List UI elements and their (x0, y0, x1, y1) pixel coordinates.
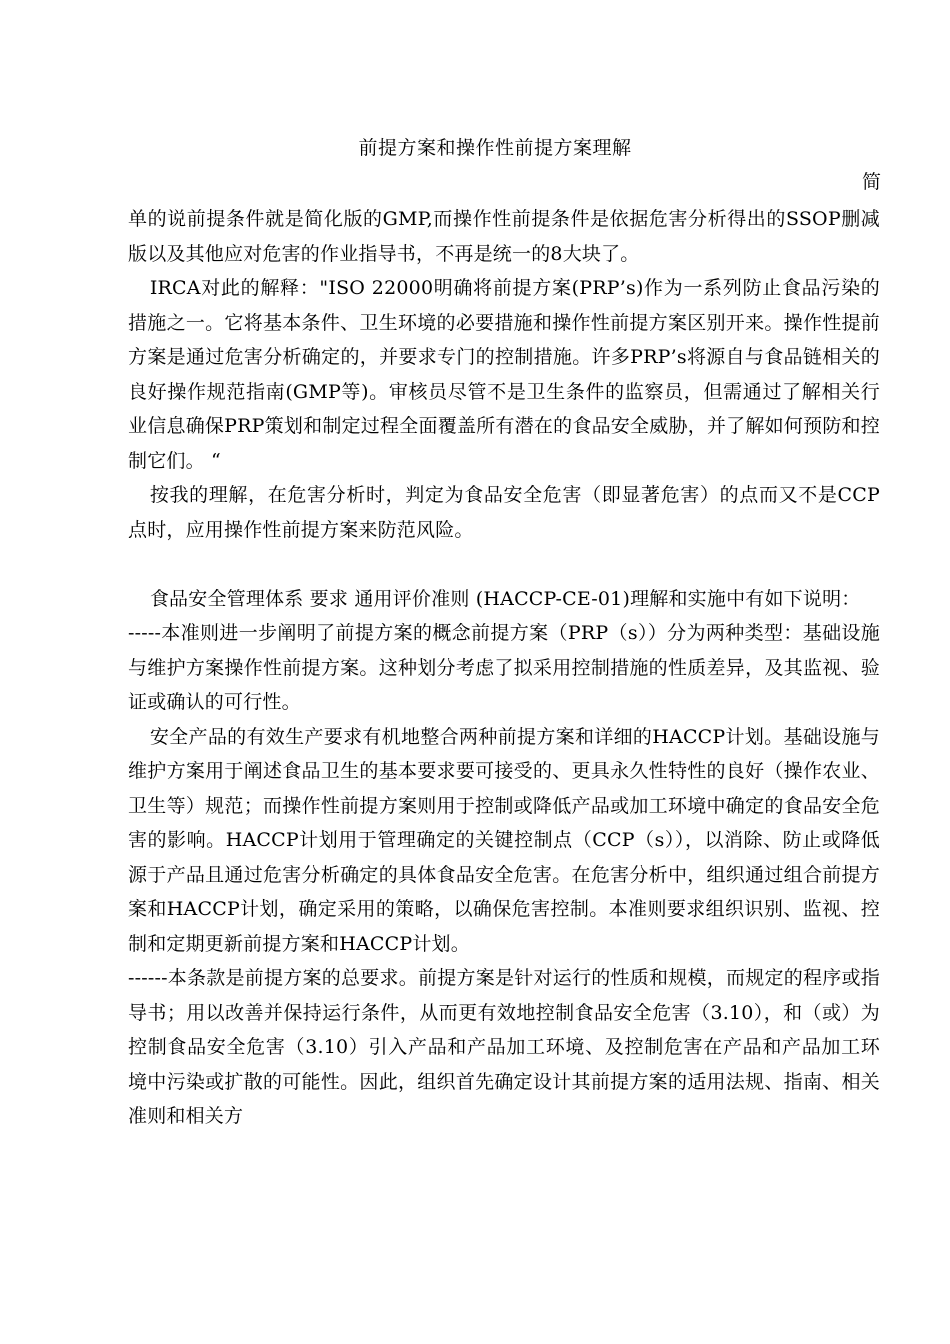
document-title: 前提方案和操作性前提方案理解 (358, 137, 632, 159)
paragraph-safe-production: 安全产品的有效生产要求有机地整合两种前提方案和详细的HACCP计划。基础设施与维护方案用于阐述食品卫生的基本要求要可接受的、更具永久性特性的良好（操作农业、卫生等）规范；而操作性前提方案则用于控制或降低产品或加工环境中确定的食品安全危害的影响。HACCP计划用于管理确定的关键控制点（CCP（s）），以消除、防止或降低源于产品且通过危害分析确定的具体食品安全危害。在危害分析中，组织通过组合前提方案和HACCP计划，确定采用的策略，以确保危害控制。本准则要求组织识别、监视、控制和定期更新前提方案和HACCP计划。 (128, 725, 880, 955)
paragraph-general-requirements: ------本条款是前提方案的总要求。前提方案是针对运行的性质和规模，而规定的程序或指导书；用以改善并保持运行条件，从而更有效地控制食品安全危害（3.10），和（或）为控制食品安全危害（3.10）引入产品和产品加工环境、及控制危害在产品和产品加工环境中污染或扩散的可能性。因此，组织首先确定设计其前提方案的适用法规、指南、相关准则和相关方 (128, 967, 880, 1127)
paragraph-my-understanding: 按我的理解，在危害分析时，判定为食品安全危害（即显著危害）的点而又不是CCP点时，应用操作性前提方案来防范风险。 (128, 484, 880, 541)
blank-line (128, 547, 880, 582)
paragraph-haccp-ce-01: 食品安全管理体系 要求 通用评价准则 (HACCP-CE-01)理解和实施中有如下说明： (149, 587, 861, 610)
floating-first-character: 简 (862, 171, 882, 193)
paragraph-intro: 单的说前提条件就是简化版的GMP,而操作性前提条件是依据危害分析得出的SSOP删减版以及其他应对危害的作业指导书，不再是统一的8大块了。 (128, 208, 880, 265)
paragraph-irca-explanation: IRCA对此的解释："ISO 22000明确将前提方案(PRP’s)作为一系列防止食品污染的措施之一。它将基本条件、卫生环境的必要措施和操作性前提方案区别开来。操作性提前方案是通过危害分析确定的，并要求专门的控制措施。许多PRP’s将源自与食品链相关的良好操作规范指南(GMP等)。审核员尽管不是卫生条件的监察员，但需通过了解相关行业信息确保PRP策划和制定过程全面覆盖所有潜在的食品安全威胁，并了解如何预防和控制它们。 “ (128, 277, 880, 472)
document-body (128, 202, 880, 1134)
paragraph-prp-types: -----本准则进一步阐明了前提方案的概念前提方案（PRP（s））分为两种类型：基础设施与维护方案操作性前提方案。这种划分考虑了拟采用控制措施的性质差异，及其监视、验证或确认的可行性。 (128, 622, 880, 713)
